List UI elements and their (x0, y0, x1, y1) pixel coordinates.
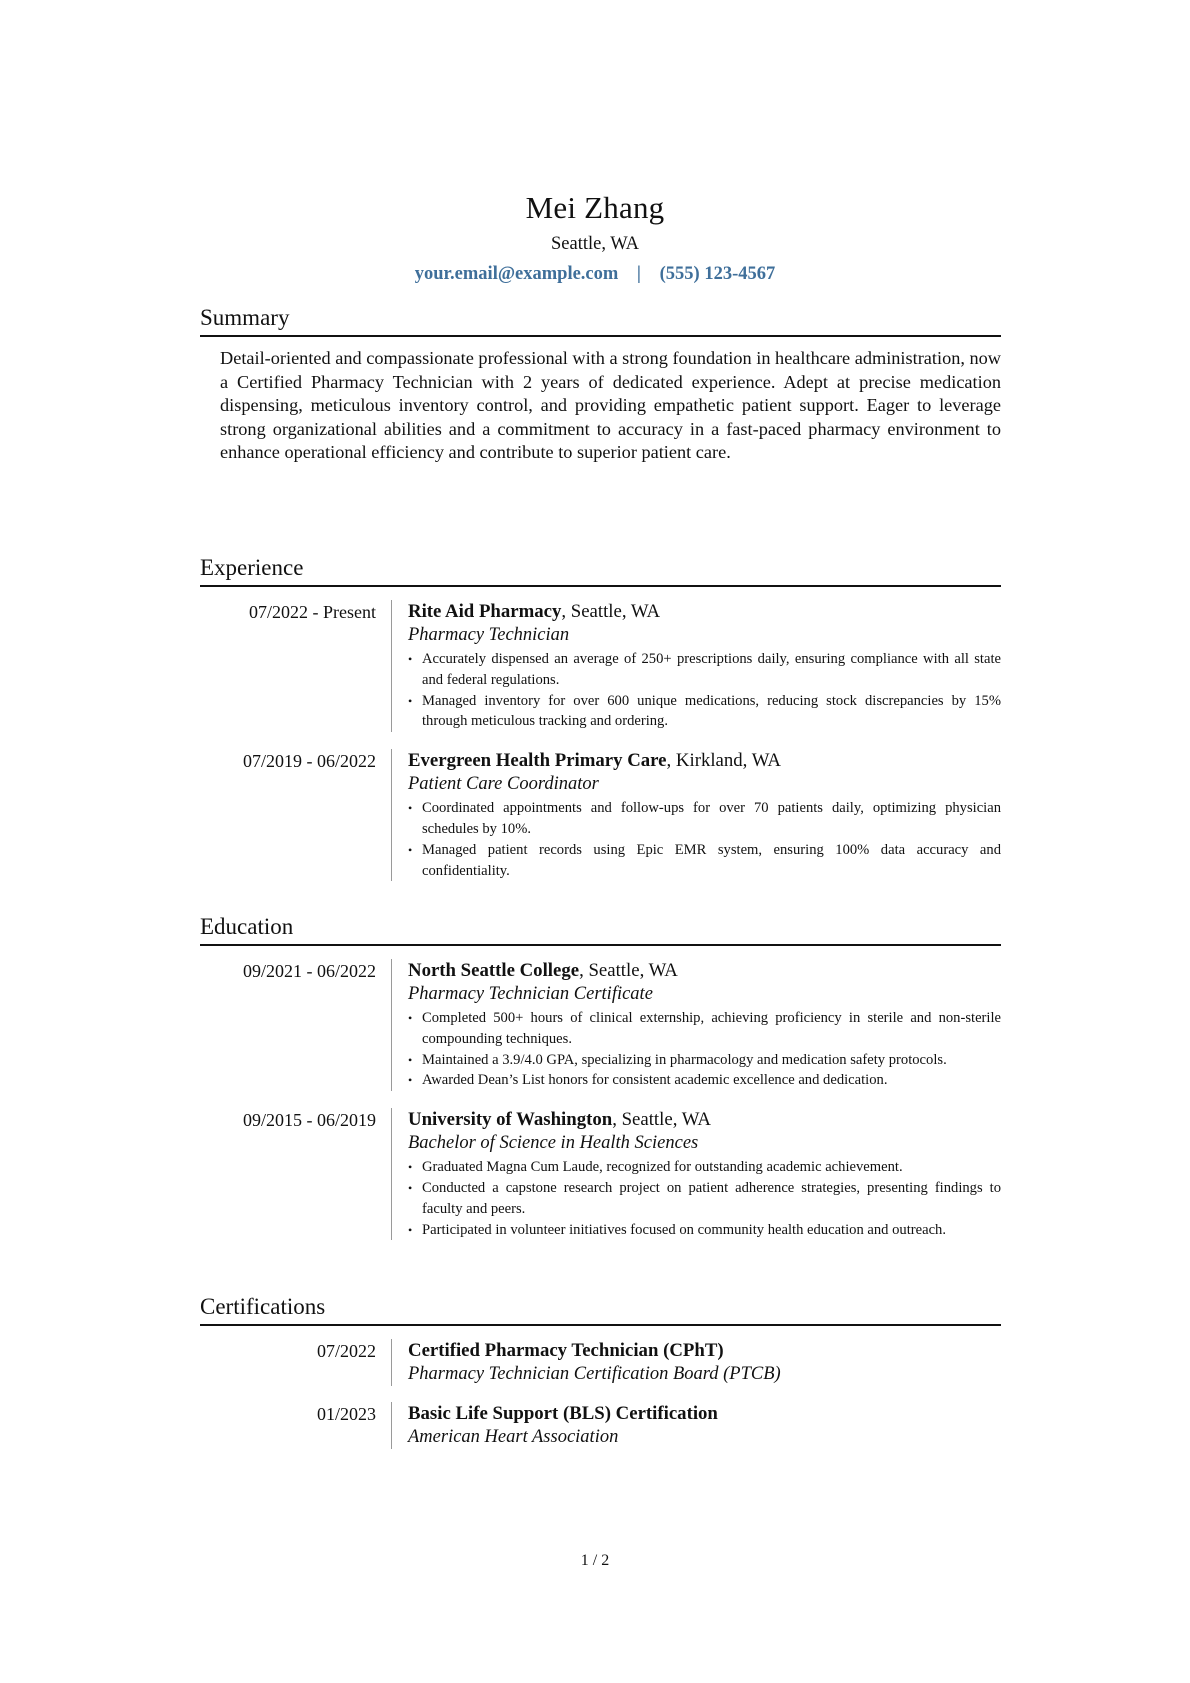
entry-location: , Kirkland, WA (666, 750, 781, 772)
entry-bullets (408, 798, 1001, 881)
experience-entry (200, 749, 1001, 881)
bullet-item: • Coordinated appointments and follow-ups for over 70 patients daily, optimizing physician schedules by 10%. (408, 798, 1001, 840)
bullet-item: • Completed 500+ hours of clinical externship, achieving proficiency in sterile and non-sterile compounding techniques. (408, 1008, 1001, 1050)
entry-location: , Seattle, WA (561, 601, 661, 622)
section-title-certifications: Certifications (200, 1292, 1001, 1326)
entry-heading (408, 749, 1001, 773)
entry-date: 07/2022 (316, 1341, 376, 1361)
email-link[interactable]: your.email@example.com (414, 264, 619, 284)
entry-body (391, 749, 1001, 881)
entry-role: Pharmacy Technician (408, 625, 570, 645)
section-title-summary: Summary (200, 303, 1001, 337)
contact-line (0, 261, 1190, 287)
entry-date: 09/2015 - 06/2019 (243, 1110, 376, 1131)
entry-heading (408, 600, 1001, 624)
entry-location: , Seattle, WA (612, 1109, 711, 1131)
entry-bullets (408, 649, 1001, 732)
bullet-item: • Managed patient records using Epic EMR system, ensuring 100% data accuracy and confidentiality. (408, 840, 1001, 882)
certification-name: Basic Life Support (BLS) Certification (408, 1403, 718, 1424)
entry-organization: University of Washington (408, 1109, 613, 1131)
resume-header (0, 188, 1190, 287)
summary-text: Detail-oriented and compassionate professional with a strong foundation in healthcare administration, now a Certified Pharmacy Technician with 2 years of dedicated experience. Adept at precise medication dispensing, meticulous inventory control, and providing empathetic patient support. Eager to leverage strong organizational abilities and a commitment to accuracy in a fast-paced pharmacy environment to enhance operational efficiency and contribute to superior patient care. (220, 348, 1001, 462)
experience-entry (200, 600, 1001, 732)
summary-section (200, 303, 1001, 465)
bullet-item: • Awarded Dean’s List honors for consistent academic excellence and dedication. (408, 1070, 1001, 1091)
bullet-item: • Conducted a capstone research project on patient adherence strategies, presenting findings to faculty and peers. (408, 1178, 1001, 1220)
certification-issuer: American Heart Association (408, 1427, 619, 1447)
entry-body (391, 1402, 1001, 1449)
entry-date: 09/2021 - 06/2022 (243, 961, 376, 981)
entry-date: 01/2023 (316, 1404, 376, 1424)
candidate-location: Seattle, WA (550, 234, 640, 254)
entry-date: 07/2019 - 06/2022 (243, 751, 376, 772)
certification-issuer: Pharmacy Technician Certification Board (PTCB) (408, 1364, 781, 1384)
entry-body (391, 959, 1001, 1091)
phone-link[interactable]: (555) 123-4567 (659, 264, 776, 284)
bullet-item: • Maintained a 3.9/4.0 GPA, specializing in pharmacology and medication safety protocols. (408, 1050, 1001, 1071)
entry-heading (408, 1339, 1001, 1363)
certification-entry (200, 1339, 1001, 1386)
education-entry (200, 1108, 1001, 1240)
entry-body (391, 600, 1001, 732)
bullet-item: • Graduated Magna Cum Laude, recognized for outstanding academic achievement. (408, 1157, 1001, 1178)
entry-bullets (408, 1008, 1001, 1091)
certifications-section (200, 1292, 1001, 1449)
experience-section (200, 553, 1001, 881)
entry-date: 07/2022 - Present (249, 602, 376, 622)
entry-location: , Seattle, WA (579, 960, 678, 981)
entry-organization: North Seattle College (408, 960, 580, 981)
bullet-item: • Participated in volunteer initiatives focused on community health education and outreach. (408, 1220, 1001, 1241)
page-number: 1 / 2 (580, 1552, 610, 1569)
entry-body (391, 1339, 1001, 1386)
entry-role: Bachelor of Science in Health Sciences (408, 1133, 699, 1154)
entry-body (391, 1108, 1001, 1240)
certification-name: Certified Pharmacy Technician (CPhT) (408, 1340, 724, 1361)
entry-heading (408, 959, 1001, 983)
entry-bullets (408, 1157, 1001, 1240)
education-entry (200, 959, 1001, 1091)
contact-separator: | (636, 264, 641, 284)
entry-role: Patient Care Coordinator (408, 774, 599, 795)
entry-organization: Evergreen Health Primary Care (408, 750, 667, 772)
entry-role: Pharmacy Technician Certificate (408, 984, 653, 1004)
bullet-item: • Accurately dispensed an average of 250+ prescriptions daily, ensuring compliance with all state and federal regulations. (408, 649, 1001, 691)
entry-heading (408, 1402, 1001, 1426)
entry-heading (408, 1108, 1001, 1132)
entry-organization: Rite Aid Pharmacy (408, 601, 562, 622)
education-section (200, 912, 1001, 1240)
section-title-education: Education (200, 912, 1001, 946)
certification-entry (200, 1402, 1001, 1449)
section-title-experience: Experience (200, 553, 1001, 587)
candidate-name: Mei Zhang (525, 190, 665, 225)
bullet-item: • Managed inventory for over 600 unique medications, reducing stock discrepancies by 15% through meticulous tracking and ordering. (408, 691, 1001, 733)
